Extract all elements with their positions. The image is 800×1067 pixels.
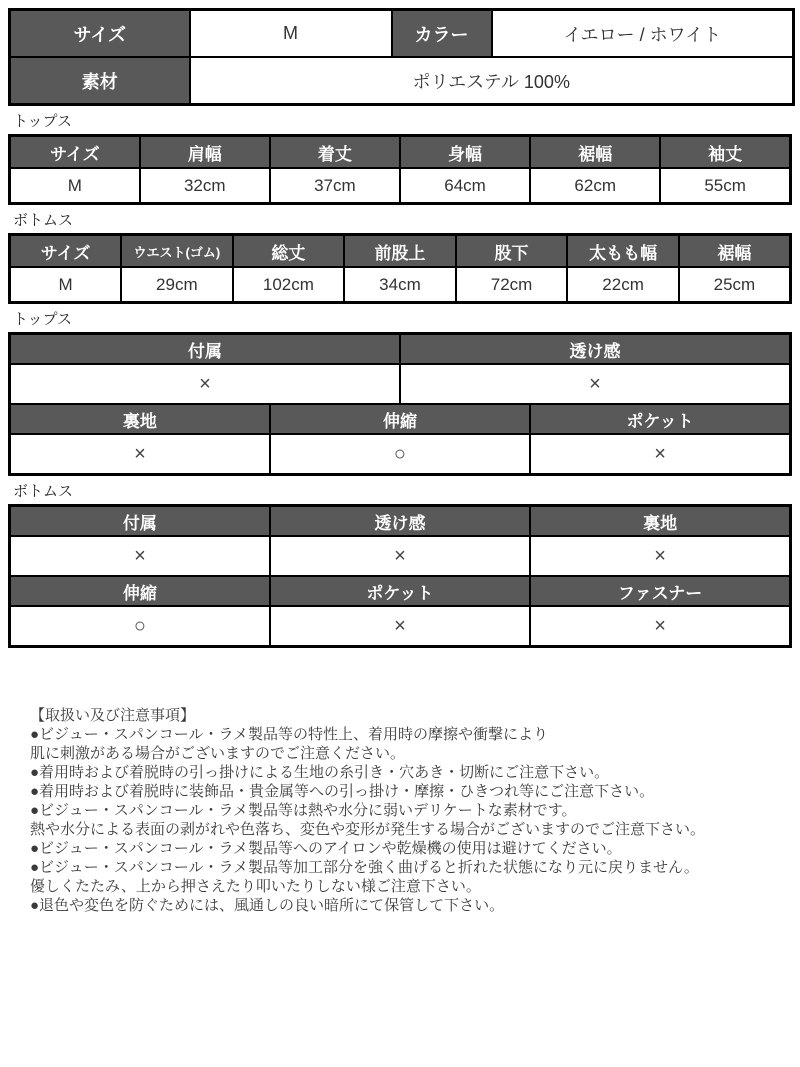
bottoms-features-section-label: ボトムス bbox=[13, 483, 74, 500]
header-cell: ファスナー bbox=[530, 576, 790, 606]
value-cell: 102cm bbox=[233, 267, 345, 303]
care-note-line: ●ビジュー・スパンコール・ラメ製品等へのアイロンや乾燥機の使用は避けてください。 bbox=[30, 840, 622, 857]
bottoms-size-header-row bbox=[10, 235, 791, 268]
value-cell: × bbox=[10, 536, 270, 576]
size-value-cell: M bbox=[190, 10, 392, 58]
care-note-line: ●着用時および着脱時の引っ掛けによる生地の糸引き・穴あき・切断にご注意下さい。 bbox=[30, 764, 610, 781]
color-header-cell: カラー bbox=[392, 10, 492, 58]
header-cell: 透け感 bbox=[400, 334, 791, 365]
header-cell: 太もも幅 bbox=[567, 235, 679, 268]
spec-table bbox=[8, 8, 795, 106]
value-cell: M bbox=[10, 267, 122, 303]
header-cell: 裏地 bbox=[10, 404, 270, 434]
tops-size-section-label: トップス bbox=[13, 113, 72, 130]
bottoms-features-table bbox=[8, 504, 792, 648]
value-cell: 34cm bbox=[344, 267, 456, 303]
header-cell: 身幅 bbox=[400, 136, 530, 169]
tops-features-header-row-1 bbox=[10, 334, 791, 365]
spec-row-material bbox=[10, 57, 794, 105]
care-note-line: 肌に刺激がある場合がございますのでご注意ください。 bbox=[30, 745, 406, 762]
value-cell: 37cm bbox=[270, 168, 400, 204]
care-note-line: 熱や水分による表面の剥がれや色落ち、変色や変形が発生する場合がございますのでご注意下さい。 bbox=[30, 821, 706, 838]
tops-features-value-row-2 bbox=[10, 434, 791, 475]
value-cell: × bbox=[400, 364, 791, 404]
care-note-line: ●退色や変色を防ぐためには、風通しの良い暗所にて保管して下さい。 bbox=[30, 897, 505, 914]
care-note-line: ●ビジュー・スパンコール・ラメ製品等加工部分を強く曲げると折れた状態になり元に戻りません。 bbox=[30, 859, 699, 876]
tops-size-value-row bbox=[10, 168, 791, 204]
bottoms-features-value-row-2 bbox=[10, 606, 791, 647]
value-cell: × bbox=[530, 606, 790, 647]
header-cell: 着丈 bbox=[270, 136, 400, 169]
value-cell: × bbox=[270, 536, 530, 576]
header-cell: 前股上 bbox=[344, 235, 456, 268]
header-cell: 透け感 bbox=[270, 506, 530, 537]
value-cell: 32cm bbox=[140, 168, 270, 204]
value-cell: ○ bbox=[270, 434, 530, 475]
bottoms-size-section-label: ボトムス bbox=[13, 212, 74, 229]
bottoms-size-value-row bbox=[10, 267, 791, 303]
material-header-cell: 素材 bbox=[10, 57, 190, 105]
bottoms-features-header-row-2 bbox=[10, 576, 791, 606]
tops-size-table bbox=[8, 134, 792, 205]
value-cell: 62cm bbox=[530, 168, 660, 204]
header-cell: サイズ bbox=[10, 235, 122, 268]
header-cell: 総丈 bbox=[233, 235, 345, 268]
value-cell: M bbox=[10, 168, 140, 204]
value-cell: × bbox=[530, 434, 790, 475]
bottoms-features-value-row-1 bbox=[10, 536, 791, 576]
header-cell: 袖丈 bbox=[660, 136, 790, 169]
value-cell: × bbox=[270, 606, 530, 647]
header-cell: 付属 bbox=[10, 334, 400, 365]
material-value-cell: ポリエステル 100% bbox=[190, 57, 794, 105]
value-cell: ○ bbox=[10, 606, 270, 647]
tops-features-header-row-2 bbox=[10, 404, 791, 434]
bottoms-size-table bbox=[8, 233, 792, 304]
color-value-cell: イエロー / ホワイト bbox=[492, 10, 794, 58]
value-cell: 22cm bbox=[567, 267, 679, 303]
value-cell: 25cm bbox=[679, 267, 791, 303]
care-note-line: 優しくたたみ、上から押さえたり叩いたりしない様ご注意下さい。 bbox=[30, 878, 481, 895]
header-cell: 裾幅 bbox=[679, 235, 791, 268]
care-notes-title: 【取扱い及び注意事項】 bbox=[30, 707, 196, 724]
header-cell: 伸縮 bbox=[270, 404, 530, 434]
value-cell: 64cm bbox=[400, 168, 530, 204]
header-cell: 付属 bbox=[10, 506, 270, 537]
header-cell: ウエスト(ゴム) bbox=[121, 235, 233, 268]
value-cell: 55cm bbox=[660, 168, 790, 204]
tops-features-table bbox=[8, 332, 792, 476]
tops-features-value-row-1 bbox=[10, 364, 791, 404]
value-cell: × bbox=[10, 364, 400, 404]
header-cell: 伸縮 bbox=[10, 576, 270, 606]
header-cell: サイズ bbox=[10, 136, 140, 169]
value-cell: 29cm bbox=[121, 267, 233, 303]
header-cell: 肩幅 bbox=[140, 136, 270, 169]
header-cell: 股下 bbox=[456, 235, 568, 268]
care-note-line: ●ビジュー・スパンコール・ラメ製品等の特性上、着用時の摩擦や衝撃により bbox=[30, 726, 549, 743]
care-note-line: ●着用時および着脱時に装飾品・貴金属等への引っ掛け・摩擦・ひきつれ等にご注意下さい。 bbox=[30, 783, 655, 800]
care-notes bbox=[30, 706, 792, 915]
bottoms-features-header-row-1 bbox=[10, 506, 791, 537]
header-cell: 裾幅 bbox=[530, 136, 660, 169]
header-cell: ポケット bbox=[530, 404, 790, 434]
value-cell: × bbox=[530, 536, 790, 576]
value-cell: 72cm bbox=[456, 267, 568, 303]
size-header-cell: サイズ bbox=[10, 10, 190, 58]
spec-row-size-color bbox=[10, 10, 794, 58]
care-note-line: ●ビジュー・スパンコール・ラメ製品等は熱や水分に弱いデリケートな素材です。 bbox=[30, 802, 577, 819]
value-cell: × bbox=[10, 434, 270, 475]
tops-size-header-row bbox=[10, 136, 791, 169]
header-cell: 裏地 bbox=[530, 506, 790, 537]
tops-features-section-label: トップス bbox=[13, 311, 72, 328]
header-cell: ポケット bbox=[270, 576, 530, 606]
